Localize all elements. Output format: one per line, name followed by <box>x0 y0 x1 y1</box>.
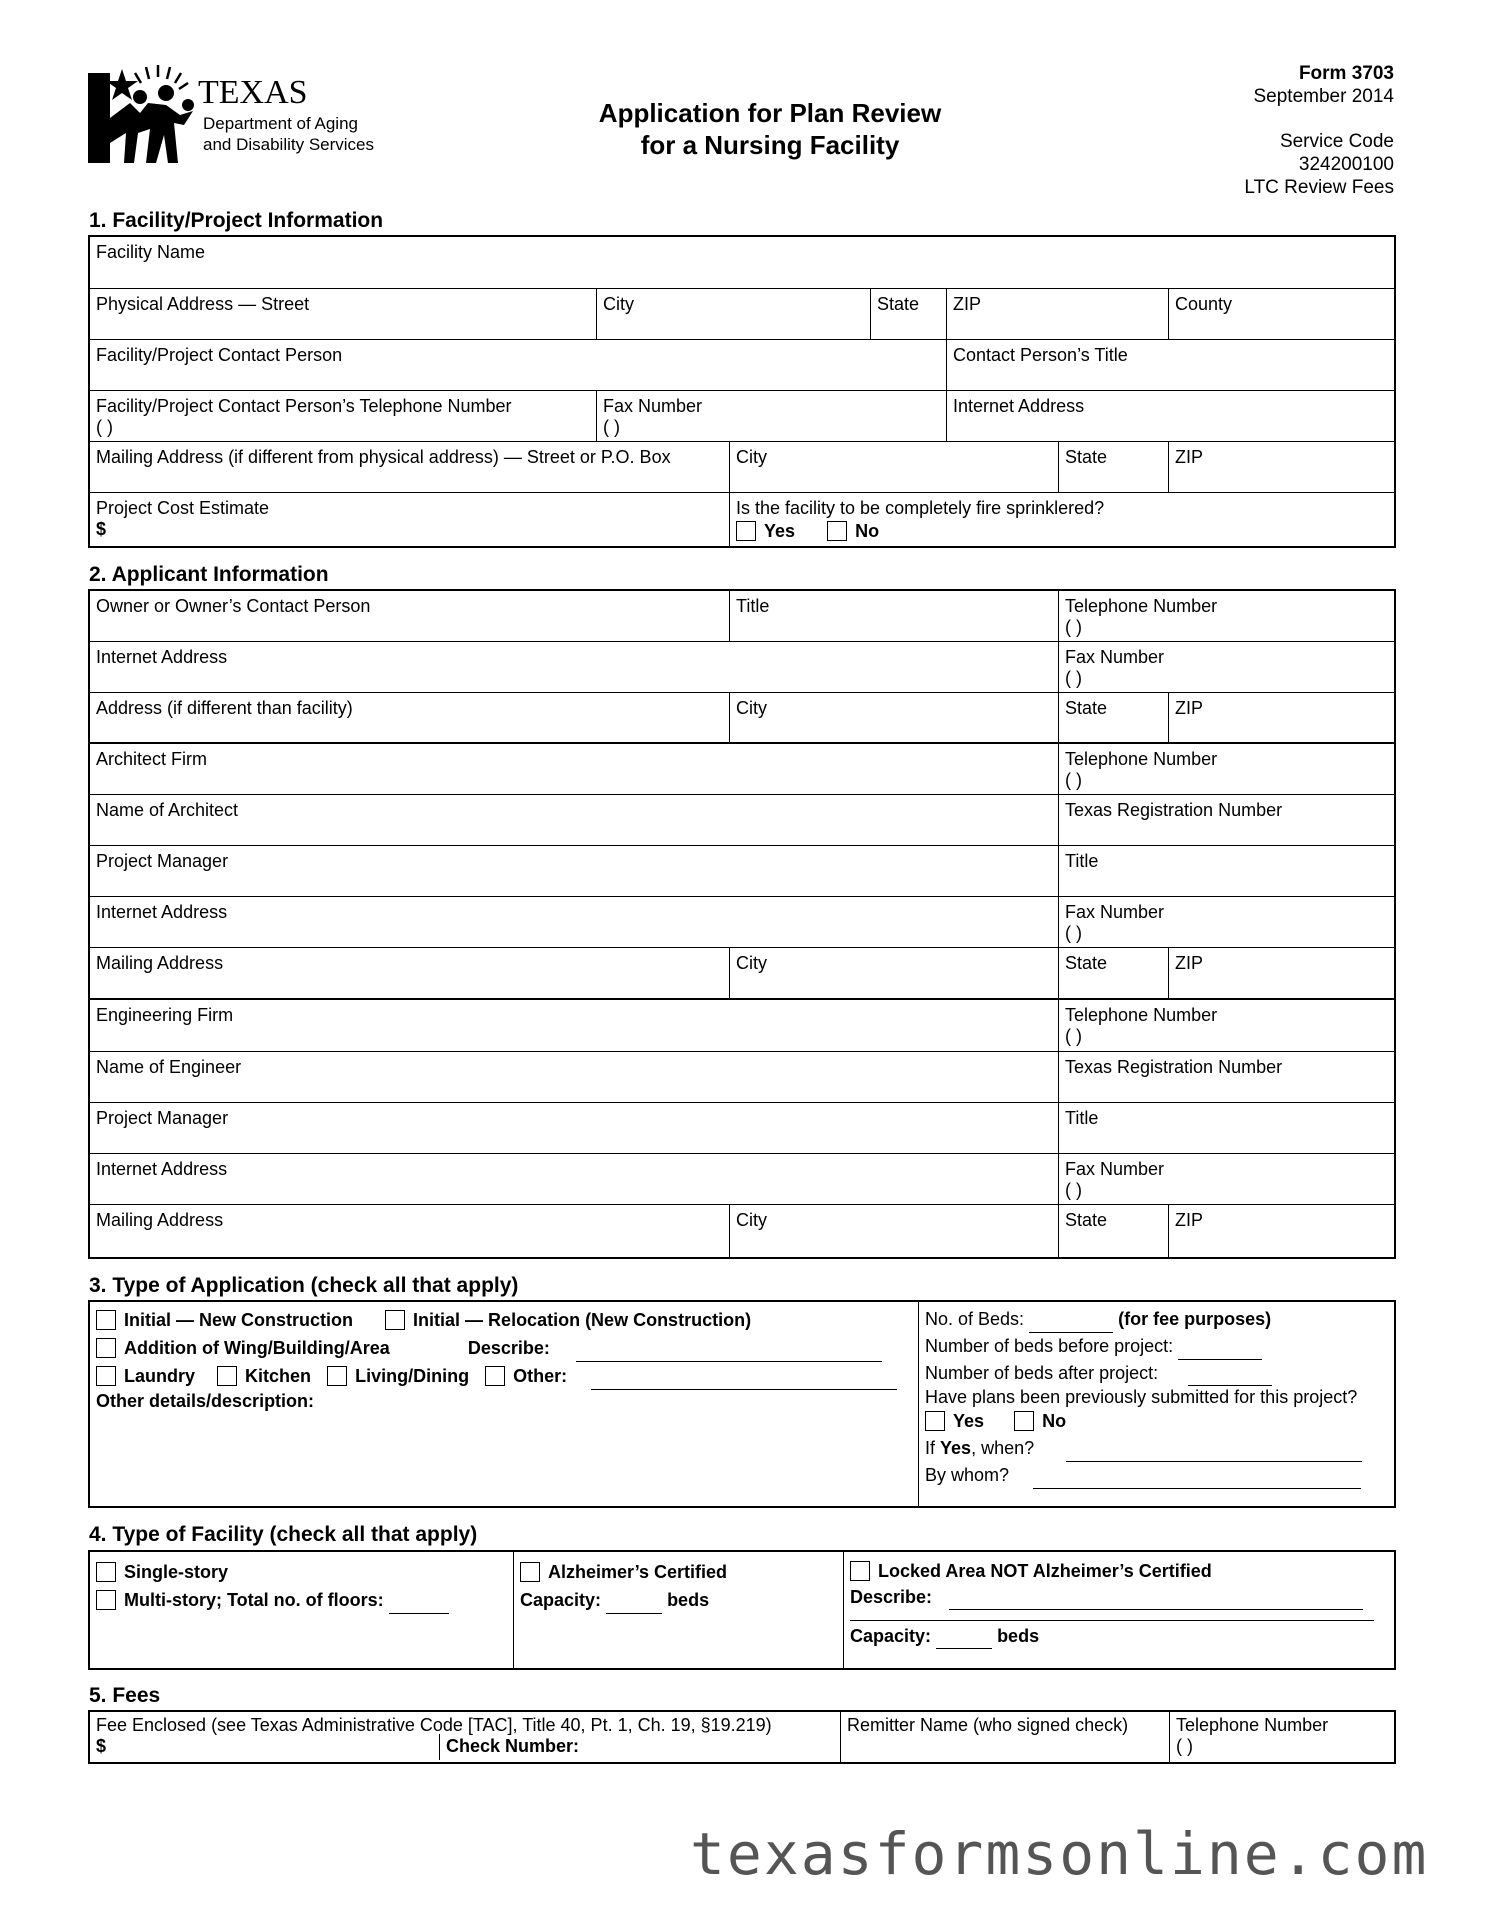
watermark: texasformsonline.com <box>690 1820 1429 1888</box>
architect-firm-label: Architect Firm <box>96 749 208 769</box>
engineer-name-field[interactable] <box>90 1052 1059 1103</box>
dollar-sign: $ <box>96 519 107 539</box>
other-details-label: Other details/description: <box>96 1391 315 1411</box>
fee-phone-label: Telephone Number <box>1176 1715 1329 1735</box>
fee-phone-field[interactable] <box>1170 1712 1394 1762</box>
mailing-address-field[interactable] <box>90 442 730 493</box>
agency-logo <box>88 63 408 168</box>
other-input[interactable] <box>591 1371 897 1390</box>
form-title-line2: for a Nursing Facility <box>640 130 900 160</box>
initial-new-checkbox[interactable] <box>96 1310 116 1330</box>
state-label: State <box>877 294 920 314</box>
if-yes-bold: Yes <box>940 1438 972 1458</box>
owner-phone-paren: ( ) <box>1065 617 1082 637</box>
architect-name-label: Name of Architect <box>96 800 239 820</box>
engineer-state-field[interactable] <box>1059 1205 1169 1257</box>
architect-zip-label: ZIP <box>1175 953 1204 973</box>
fee-enclosed-field[interactable] <box>90 1712 841 1762</box>
engineer-registration-label: Texas Registration Number <box>1065 1057 1283 1077</box>
phone-paren: ( ) <box>96 417 113 437</box>
internet-field[interactable] <box>947 391 1394 442</box>
owner-fax-label: Fax Number <box>1065 647 1165 667</box>
living-dining-checkbox[interactable] <box>327 1366 347 1386</box>
fax-label: Fax Number <box>603 396 703 416</box>
other-checkbox[interactable] <box>485 1366 505 1386</box>
by-whom-input[interactable] <box>1033 1470 1361 1489</box>
prev-yes-checkbox[interactable] <box>925 1411 945 1431</box>
engineer-pm-label: Project Manager <box>96 1108 229 1128</box>
engineer-fax-paren: ( ) <box>1065 1180 1082 1200</box>
architect-phone-paren: ( ) <box>1065 770 1082 790</box>
architect-fax-field[interactable] <box>1059 897 1394 948</box>
locked-beds-label: beds <box>997 1626 1040 1646</box>
section1-table <box>88 235 1396 548</box>
architect-name-field[interactable] <box>90 795 1059 846</box>
service-code-label: Service Code <box>1279 131 1394 152</box>
previously-submitted-label: Have plans been previously submitted for this project? <box>925 1387 1358 1407</box>
owner-internet-field[interactable] <box>90 642 1059 693</box>
owner-fax-paren: ( ) <box>1065 668 1082 688</box>
locked-capacity-label: Capacity: <box>850 1626 932 1646</box>
architect-state-label: State <box>1065 953 1108 973</box>
describe-input[interactable] <box>576 1343 882 1362</box>
contact-phone-label: Facility/Project Contact Person’s Telephone Number <box>96 396 512 416</box>
engineer-internet-field[interactable] <box>90 1154 1059 1205</box>
engineer-internet-label: Internet Address <box>96 1159 228 1179</box>
physical-address-field[interactable] <box>90 289 597 340</box>
city-field[interactable] <box>597 289 871 340</box>
zip-label: ZIP <box>953 294 982 314</box>
architect-phone-label: Telephone Number <box>1065 749 1218 769</box>
form-meta <box>1244 62 1394 199</box>
alz-capacity-label: Capacity: <box>520 1590 602 1610</box>
owner-city-label: City <box>736 698 767 718</box>
service-code: 324200100 <box>1298 154 1394 175</box>
owner-title-label: Title <box>736 596 770 616</box>
initial-new-label: Initial — New Construction <box>124 1310 354 1330</box>
architect-pm-title-label: Title <box>1065 851 1099 871</box>
fax-paren: ( ) <box>603 417 620 437</box>
engineering-phone-label: Telephone Number <box>1065 1005 1218 1025</box>
owner-title-field[interactable] <box>730 591 1059 642</box>
initial-relocation-checkbox[interactable] <box>385 1310 405 1330</box>
beds-before-label: Number of beds before project: <box>925 1336 1174 1356</box>
alz-capacity-input[interactable] <box>606 1595 662 1614</box>
alzheimers-panel <box>514 1552 844 1668</box>
owner-field[interactable] <box>90 591 730 642</box>
section2-title: 2. Applicant Information <box>89 563 329 586</box>
fee-dollar: $ <box>96 1736 107 1756</box>
owner-state-label: State <box>1065 698 1108 718</box>
section3-table <box>88 1300 1396 1508</box>
engineering-phone-paren: ( ) <box>1065 1026 1082 1046</box>
other-label: Other: <box>513 1366 568 1386</box>
logo-graphic <box>88 63 408 168</box>
owner-fax-field[interactable] <box>1059 642 1394 693</box>
locked-area-checkbox[interactable] <box>850 1561 870 1581</box>
section5-table <box>88 1710 1396 1764</box>
facility-name-label: Facility Name <box>96 242 206 262</box>
architect-zip-field[interactable] <box>1169 948 1394 1000</box>
facility-name-field[interactable] <box>90 237 1394 289</box>
logo-dept-line1: Department of Aging <box>203 114 358 133</box>
engineer-pm-title-label: Title <box>1065 1108 1099 1128</box>
architect-registration-label: Texas Registration Number <box>1065 800 1283 820</box>
engineering-firm-label: Engineering Firm <box>96 1005 234 1025</box>
city-label: City <box>603 294 634 314</box>
locked-area-panel <box>844 1552 1394 1668</box>
architect-internet-label: Internet Address <box>96 902 228 922</box>
physical-address-label: Physical Address — Street <box>96 294 310 314</box>
no-beds-label: No. of Beds: <box>925 1309 1025 1329</box>
owner-address-field[interactable] <box>90 693 730 744</box>
architect-mailing-field[interactable] <box>90 948 730 1000</box>
engineer-registration-field[interactable] <box>1059 1052 1394 1103</box>
sprinkler-yes-label: Yes <box>764 521 796 541</box>
addition-checkbox[interactable] <box>96 1338 116 1358</box>
sprinkler-yes-checkbox[interactable] <box>736 521 756 541</box>
architect-phone-field[interactable] <box>1059 744 1394 795</box>
mailing-state-label: State <box>1065 447 1108 467</box>
cost-estimate-label: Project Cost Estimate <box>96 498 270 518</box>
architect-internet-field[interactable] <box>90 897 1059 948</box>
contact-title-field[interactable] <box>947 340 1394 391</box>
prev-no-checkbox[interactable] <box>1014 1411 1034 1431</box>
prev-no-label: No <box>1042 1411 1067 1431</box>
single-story-checkbox[interactable] <box>96 1562 116 1582</box>
owner-zip-label: ZIP <box>1175 698 1204 718</box>
kitchen-label: Kitchen <box>245 1366 312 1386</box>
contact-phone-field[interactable] <box>90 391 597 442</box>
cost-estimate-field[interactable] <box>90 493 730 546</box>
engineer-city-label: City <box>736 1210 767 1230</box>
floors-input[interactable] <box>389 1595 449 1614</box>
laundry-checkbox[interactable] <box>96 1366 116 1386</box>
fee-enclosed-label: Fee Enclosed (see Texas Administrative Code [TAC], Title 40, Pt. 1, Ch. 19, §19.219) <box>96 1715 772 1735</box>
fee-phone-paren: ( ) <box>1176 1736 1193 1756</box>
mailing-state-field[interactable] <box>1059 442 1169 493</box>
engineer-city-field[interactable] <box>730 1205 1059 1257</box>
engineer-fax-field[interactable] <box>1059 1154 1394 1205</box>
living-dining-label: Living/Dining <box>355 1366 470 1386</box>
owner-phone-field[interactable] <box>1059 591 1394 642</box>
beds-before-input[interactable] <box>1178 1341 1262 1360</box>
locked-capacity-input[interactable] <box>936 1630 992 1649</box>
fax-field[interactable] <box>597 391 947 442</box>
engineer-zip-field[interactable] <box>1169 1205 1394 1257</box>
state-field[interactable] <box>871 289 947 340</box>
locked-area-label: Locked Area NOT Alzheimer’s Certified <box>878 1561 1212 1581</box>
architect-state-field[interactable] <box>1059 948 1169 1000</box>
alz-beds-label: beds <box>667 1590 710 1610</box>
architect-city-label: City <box>736 953 767 973</box>
engineer-pm-title-field[interactable] <box>1059 1103 1394 1154</box>
engineer-pm-field[interactable] <box>90 1103 1059 1154</box>
architect-firm-field[interactable] <box>90 744 1059 795</box>
check-number-label: Check Number: <box>446 1736 580 1756</box>
single-story-label: Single-story <box>124 1562 229 1582</box>
multi-story-checkbox[interactable] <box>96 1590 116 1610</box>
engineering-phone-field[interactable] <box>1059 1000 1394 1052</box>
section1-title: 1. Facility/Project Information <box>89 209 384 232</box>
mailing-city-field[interactable] <box>730 442 1059 493</box>
logo-dept-line2: and Disability Services <box>203 135 375 154</box>
owner-zip-field[interactable] <box>1169 693 1394 744</box>
section2-table <box>88 589 1396 1259</box>
fee-purposes-label: (for fee purposes) <box>1118 1309 1272 1329</box>
engineer-mailing-field[interactable] <box>90 1205 730 1257</box>
kitchen-checkbox[interactable] <box>217 1366 237 1386</box>
sprinkler-question <box>730 493 1394 546</box>
section3-title: 3. Type of Application (check all that apply) <box>89 1274 519 1297</box>
alzheimers-checkbox[interactable] <box>520 1562 540 1582</box>
owner-phone-label: Telephone Number <box>1065 596 1218 616</box>
architect-pm-title-field[interactable] <box>1059 846 1394 897</box>
engineer-fax-label: Fax Number <box>1065 1159 1165 1179</box>
engineer-state-label: State <box>1065 1210 1108 1230</box>
engineer-name-label: Name of Engineer <box>96 1057 242 1077</box>
architect-fax-paren: ( ) <box>1065 923 1082 943</box>
laundry-label: Laundry <box>124 1366 196 1386</box>
contact-person-field[interactable] <box>90 340 947 391</box>
owner-address-label: Address (if different than facility) <box>96 698 353 718</box>
form-title <box>560 97 980 161</box>
locked-describe-line2[interactable] <box>850 1620 1374 1621</box>
architect-pm-label: Project Manager <box>96 851 229 871</box>
form-number: Form 3703 <box>1298 63 1394 84</box>
county-field[interactable] <box>1169 289 1394 340</box>
contact-person-label: Facility/Project Contact Person <box>96 345 343 365</box>
mailing-zip-field[interactable] <box>1169 442 1394 493</box>
remitter-label: Remitter Name (who signed check) <box>847 1715 1129 1735</box>
application-type-panel <box>90 1302 919 1506</box>
locked-describe-label: Describe: <box>850 1587 933 1607</box>
section4-title: 4. Type of Facility (check all that apply) <box>89 1523 478 1546</box>
owner-city-field[interactable] <box>730 693 1059 744</box>
engineering-firm-field[interactable] <box>90 1000 1059 1052</box>
sprinkler-no-label: No <box>855 521 880 541</box>
mailing-zip-label: ZIP <box>1175 447 1204 467</box>
county-label: County <box>1175 294 1233 314</box>
beds-after-label: Number of beds after project: <box>925 1363 1159 1383</box>
initial-relocation-label: Initial — Relocation (New Construction) <box>413 1310 752 1330</box>
logo-texas-text: TEXAS <box>198 74 308 111</box>
section5-title: 5. Fees <box>89 1684 161 1707</box>
engineer-zip-label: ZIP <box>1175 1210 1204 1230</box>
prev-yes-label: Yes <box>953 1411 985 1431</box>
beds-after-input[interactable] <box>1188 1373 1272 1386</box>
architect-mailing-label: Mailing Address <box>96 953 224 973</box>
if-yes-pre: If <box>925 1438 941 1458</box>
addition-label: Addition of Wing/Building/Area <box>124 1338 390 1358</box>
section4-table <box>88 1550 1396 1670</box>
describe-label: Describe: <box>467 1338 550 1358</box>
contact-title-label: Contact Person’s Title <box>953 345 1128 365</box>
form-date: September 2014 <box>1253 86 1394 107</box>
owner-internet-label: Internet Address <box>96 647 228 667</box>
when-input[interactable] <box>1066 1443 1362 1462</box>
alzheimers-label: Alzheimer’s Certified <box>548 1562 728 1582</box>
mailing-city-label: City <box>736 447 767 467</box>
by-whom-label: By whom? <box>925 1465 1010 1485</box>
engineer-mailing-label: Mailing Address <box>96 1210 224 1230</box>
zip-field[interactable] <box>947 289 1169 340</box>
beds-panel <box>919 1302 1394 1506</box>
remitter-field[interactable] <box>841 1712 1170 1762</box>
if-yes-post: , when? <box>971 1438 1035 1458</box>
internet-label: Internet Address <box>953 396 1085 416</box>
locked-describe-input[interactable] <box>949 1591 1363 1610</box>
no-beds-input[interactable] <box>1029 1314 1113 1333</box>
architect-registration-field[interactable] <box>1059 795 1394 846</box>
sprinkler-no-checkbox[interactable] <box>827 521 847 541</box>
architect-pm-field[interactable] <box>90 846 1059 897</box>
form-title-line1: Application for Plan Review <box>598 98 942 128</box>
review-fees: LTC Review Fees <box>1244 177 1394 198</box>
sprinkler-question-label: Is the facility to be completely fire sprinklered? <box>736 498 1105 518</box>
mailing-address-label: Mailing Address (if different from physical address) — Street or P.O. Box <box>96 447 671 467</box>
owner-state-field[interactable] <box>1059 693 1169 744</box>
stories-panel <box>90 1552 514 1668</box>
architect-city-field[interactable] <box>730 948 1059 1000</box>
owner-label: Owner or Owner’s Contact Person <box>96 596 371 616</box>
multi-story-label: Multi-story; Total no. of floors: <box>124 1590 384 1610</box>
architect-fax-label: Fax Number <box>1065 902 1165 922</box>
